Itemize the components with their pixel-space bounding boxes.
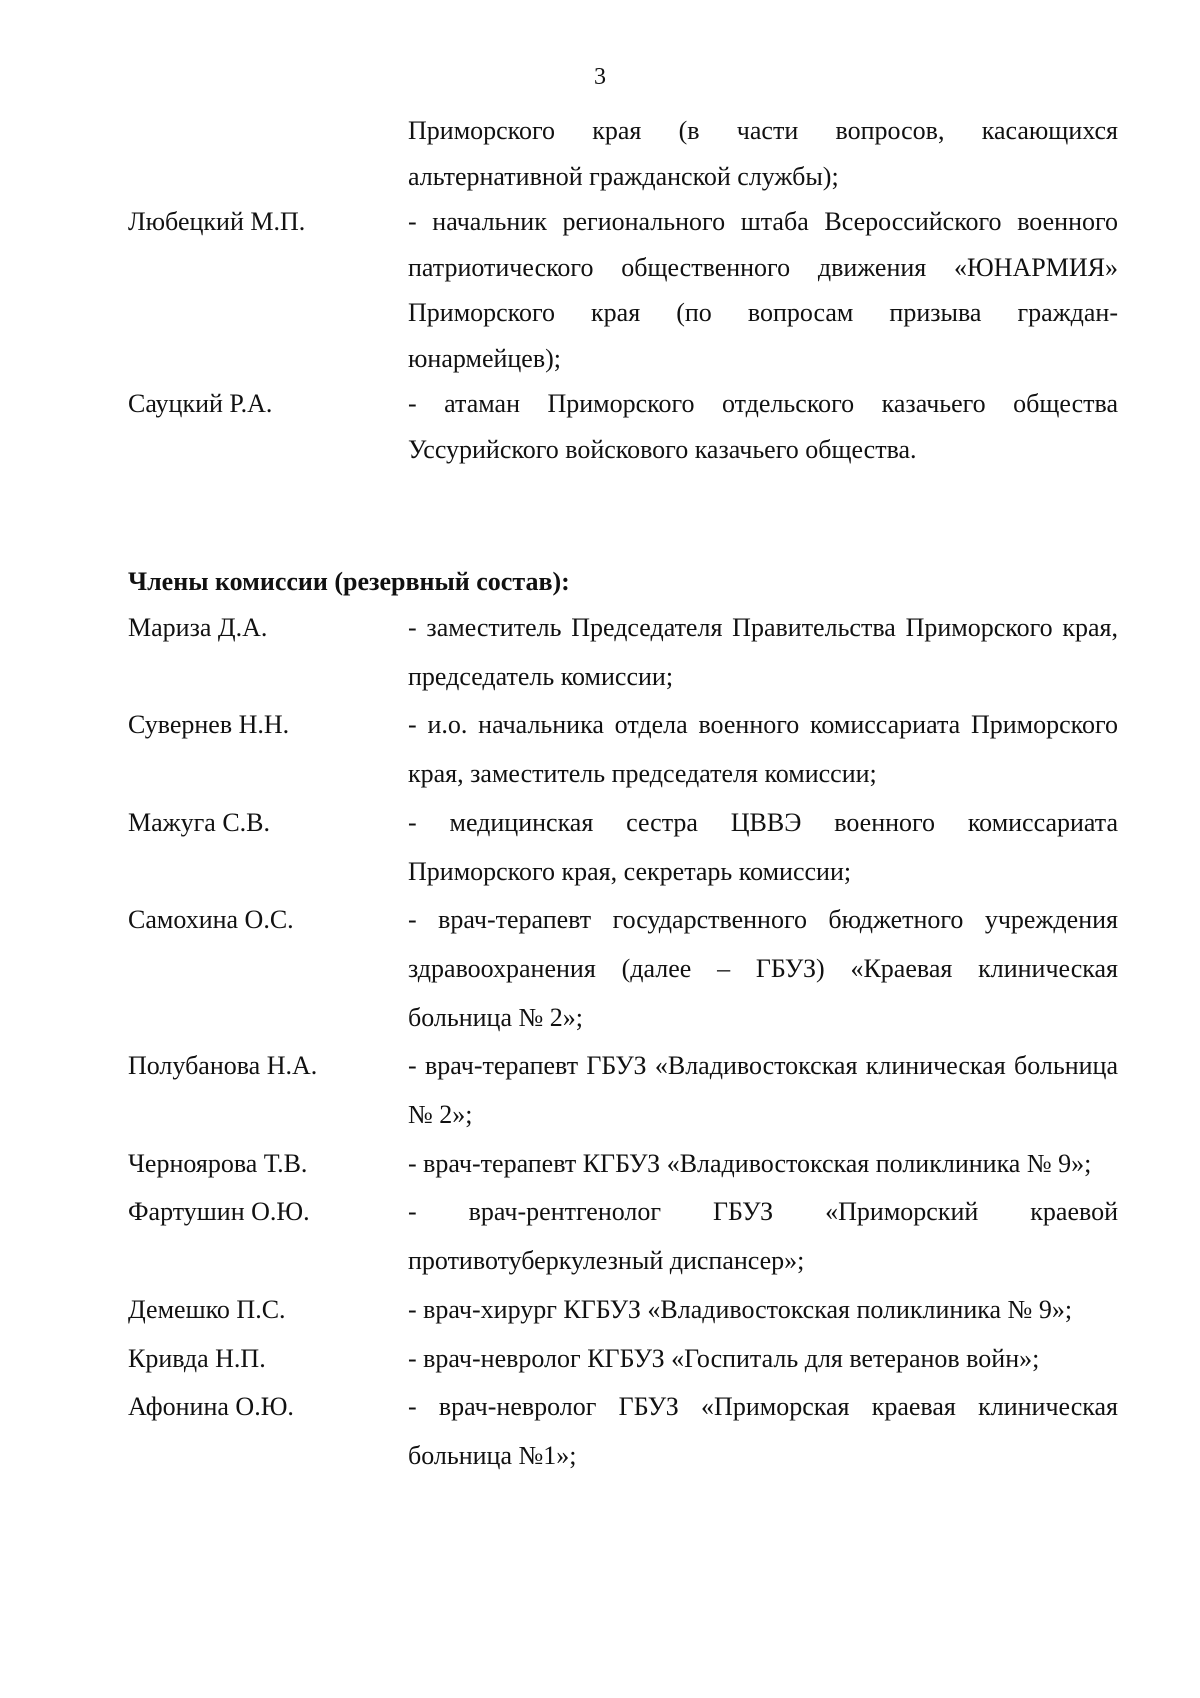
member-description: - врач-терапевт ГБУЗ «Владивостокская клиническая больница № 2»; xyxy=(408,1051,1118,1130)
member-description: - медицинская сестра ЦВВЭ военного комиссариата Приморского края, секретарь комиссии; xyxy=(408,807,1118,886)
member-entry xyxy=(0,199,1200,381)
member-description: - врач-невролог КГБУЗ «Госпиталь для ветеранов войн»; xyxy=(408,1343,1040,1373)
member-name: Афонина О.Ю. xyxy=(128,1392,294,1422)
member-name: Черноярова Т.В. xyxy=(128,1148,308,1178)
member-name: Кривда Н.П. xyxy=(128,1343,266,1373)
member-entry xyxy=(0,1286,1200,1335)
member-entry xyxy=(0,1335,1200,1384)
member-name: Фартушин О.Ю. xyxy=(128,1197,310,1227)
member-description: - врач-хирург КГБУЗ «Владивостокская поликлиника № 9»; xyxy=(408,1294,1073,1324)
member-entry xyxy=(0,381,1200,472)
member-entry xyxy=(0,108,1200,199)
member-entry xyxy=(0,799,1200,896)
member-entry xyxy=(0,604,1200,701)
member-description: - врач-терапевт КГБУЗ «Владивостокская поликлиника № 9»; xyxy=(408,1148,1092,1178)
reserve-composition-heading: Члены комиссии (резервный состав): xyxy=(128,567,570,596)
member-name: Самохина О.С. xyxy=(128,905,294,935)
member-name: Мажуга С.В. xyxy=(128,807,271,837)
member-description: - начальник регионального штаба Всероссийского военного патриотического общественного движения «ЮНАРМИЯ» Приморского края (по вопросам призыва граждан-юнармейцев); xyxy=(408,207,1118,373)
member-description: - атаман Приморского отдельского казачьего общества Уссурийского войскового казачьего общества. xyxy=(408,389,1118,464)
member-name: Полубанова Н.А. xyxy=(128,1051,318,1081)
member-entry xyxy=(0,701,1200,798)
member-entry xyxy=(0,1188,1200,1285)
member-entry xyxy=(0,1042,1200,1139)
member-description: - врач-рентгенолог ГБУЗ «Приморский краевой противотуберкулезный диспансер»; xyxy=(408,1197,1118,1276)
member-entry xyxy=(0,896,1200,1042)
member-name: Демешко П.С. xyxy=(128,1294,286,1324)
member-name: Мариза Д.А. xyxy=(128,613,268,642)
member-entry xyxy=(0,1383,1200,1480)
reserve-members-list xyxy=(0,604,1200,1481)
members-list-continuation xyxy=(0,108,1200,472)
member-description: - заместитель Председателя Правительства Приморского края, председатель комиссии; xyxy=(408,613,1118,691)
page-number: 3 xyxy=(594,64,606,90)
member-description: - и.о. начальника отдела военного комиссариата Приморского края, заместитель председателя комиссии; xyxy=(408,710,1118,789)
member-entry xyxy=(0,1140,1200,1189)
member-description: - врач-терапевт государственного бюджетного учреждения здравоохранения (далее – ГБУЗ) «Краевая клиническая больница № 2»; xyxy=(408,905,1118,1032)
member-description: - врач-невролог ГБУЗ «Приморская краевая клиническая больница №1»; xyxy=(408,1392,1118,1470)
member-name: Сувернев Н.Н. xyxy=(128,710,290,740)
member-description: Приморского края (в части вопросов, касающихся альтернативной гражданской службы); xyxy=(408,116,1118,191)
member-name: Любецкий М.П. xyxy=(128,207,306,236)
member-name: Сауцкий Р.А. xyxy=(128,389,273,418)
